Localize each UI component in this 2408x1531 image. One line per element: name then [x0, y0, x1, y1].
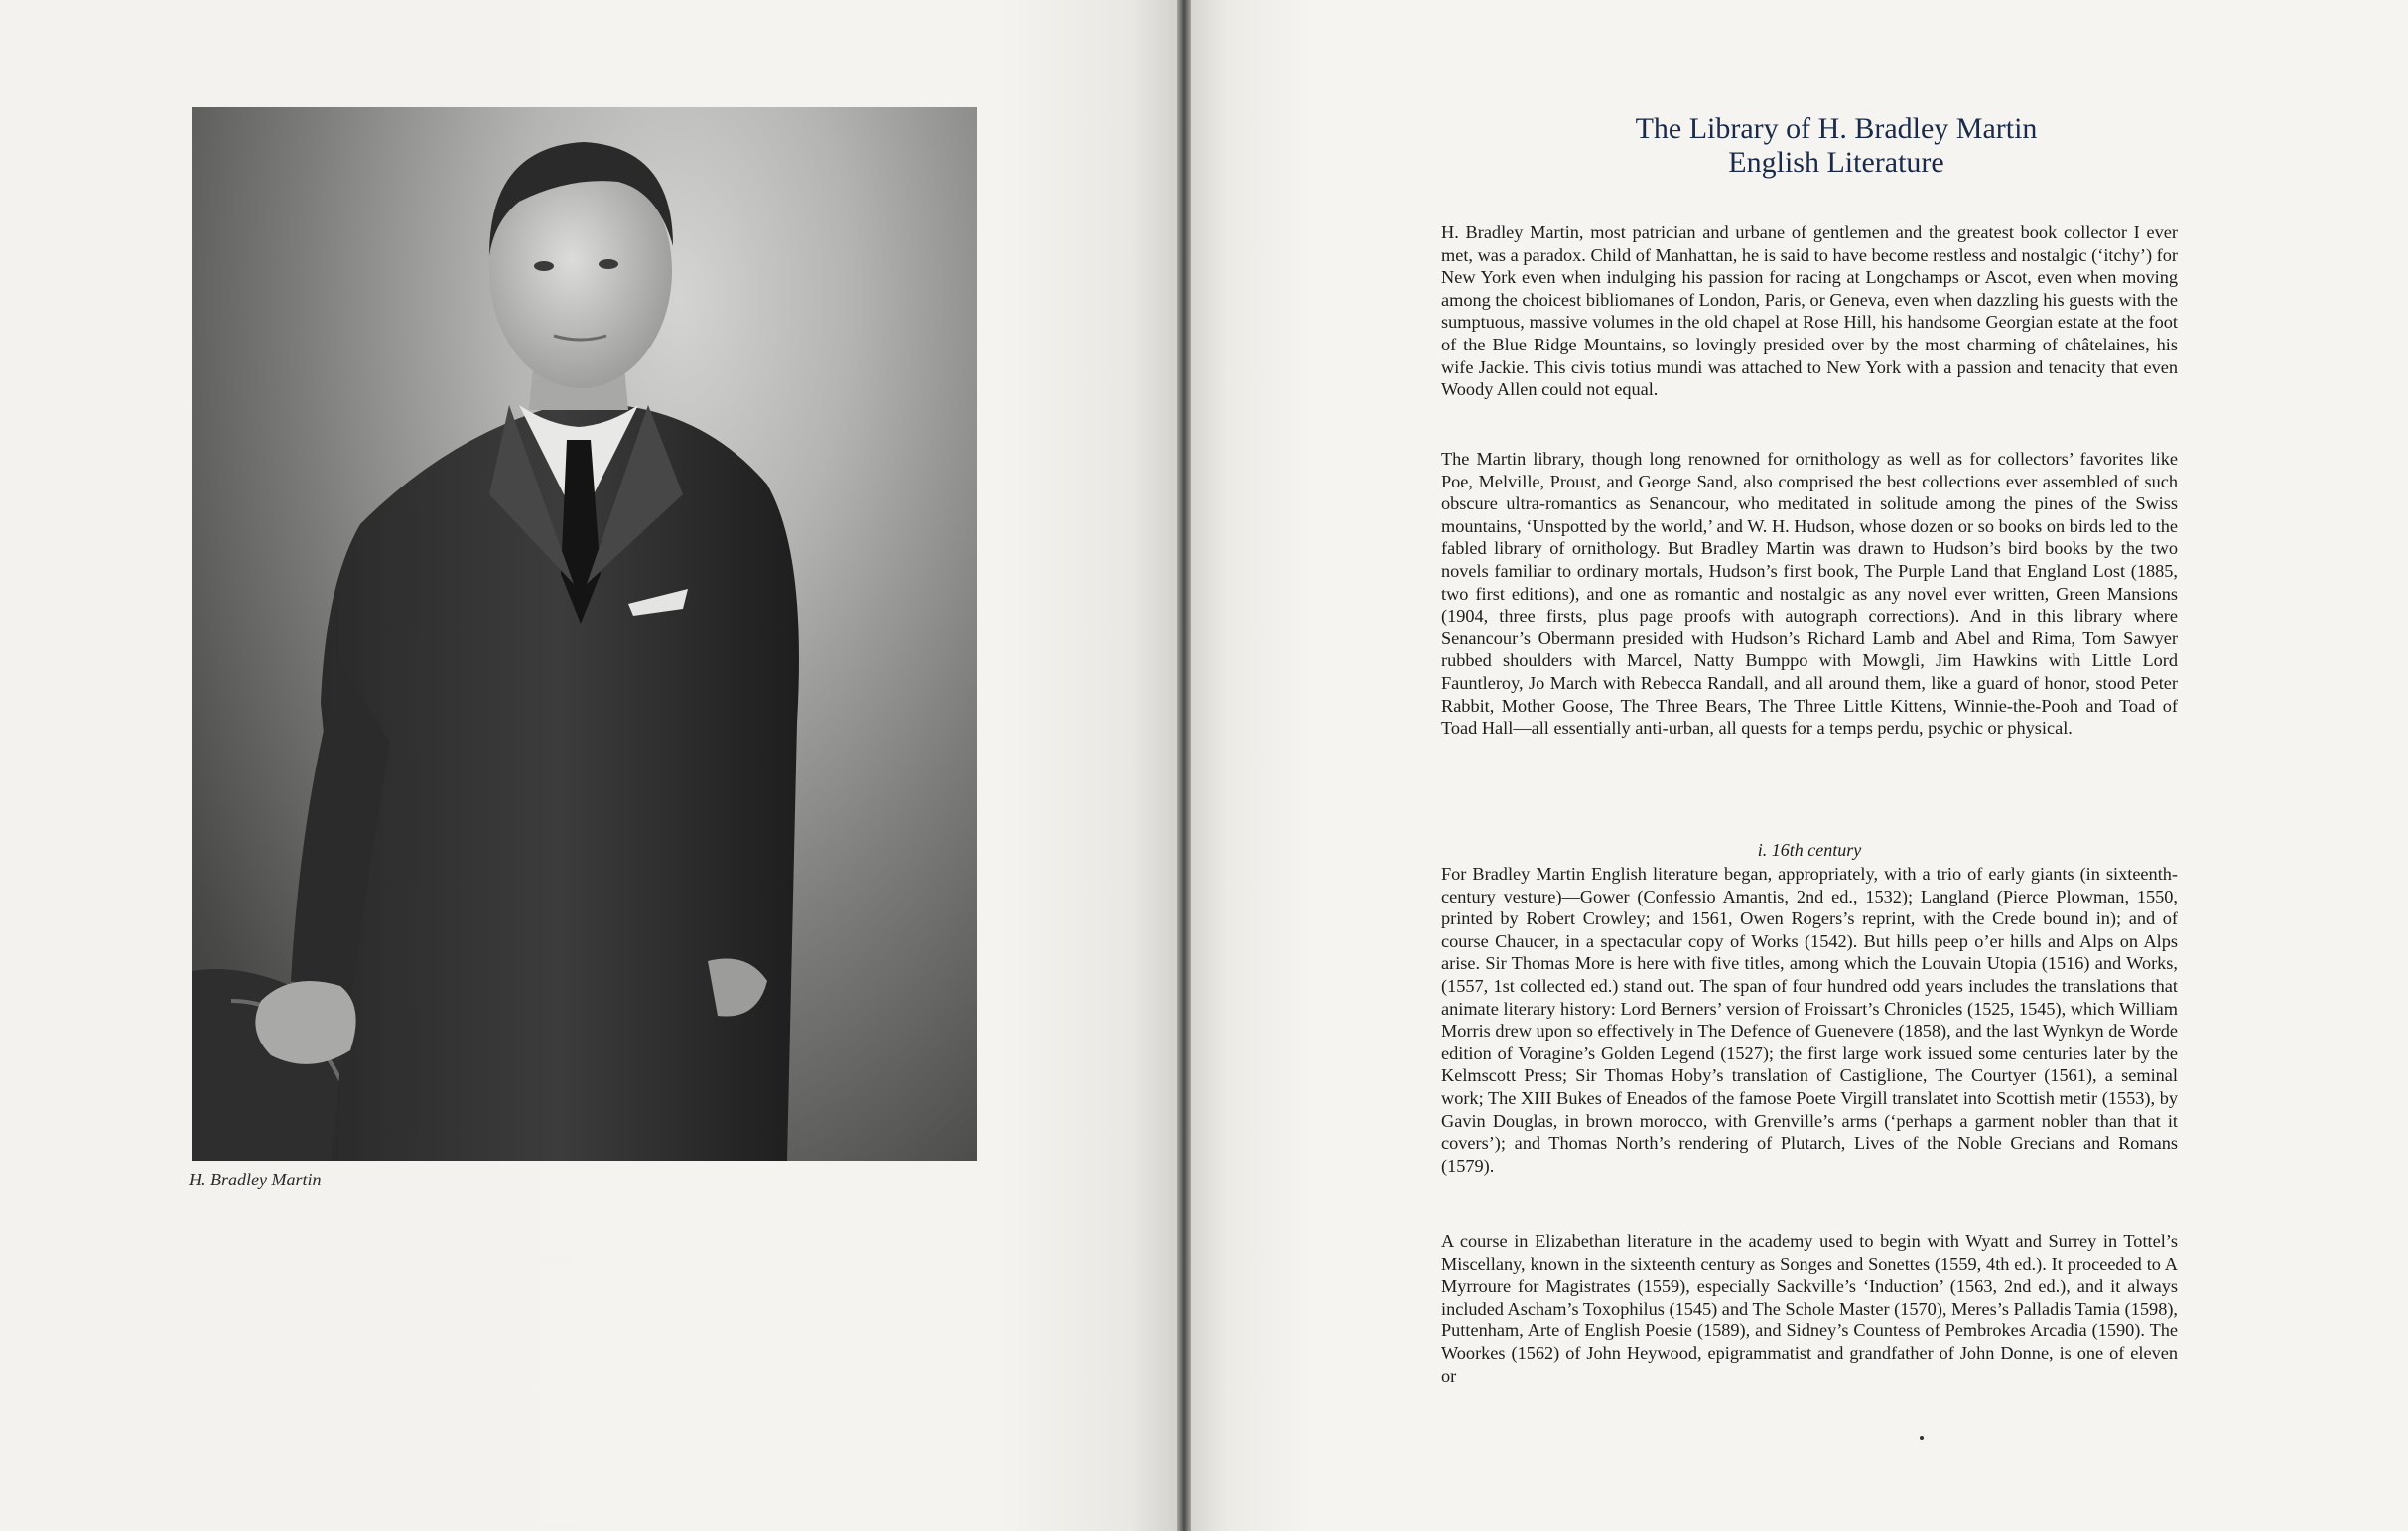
portrait-figure — [192, 107, 977, 1161]
section-heading-container — [1441, 839, 2178, 861]
section-heading: i. 16th century — [1757, 840, 1862, 860]
paragraph-text: A course in Elizabethan literature in the academy used to begin with Wyatt and Surrey in Tottel’s Miscellany, known in the sixteenth century as Songes and Sonettes (1559, 4th ed.). It proceeded to A Myrroure for Magistrates (1559), especially Sackville’s ‘Induction’ (1563, 2nd ed.), and it always included Ascham’s Toxophilus (1545) and The Schole Master (1570), Meres’s Palladis Tamia (1598), Puttenham, Arte of English Poesie (1589), and Sidney’s Countess of Pembrokes Arcadia (1590). The Woorkes (1562) of John Heywood, epigrammatist and grandfather of John Donne, is one of eleven or — [1441, 1231, 2178, 1386]
portrait-photograph — [192, 107, 977, 1161]
paragraph-16th-century — [1441, 863, 2178, 1196]
paragraph-text: The Martin library, though long renowned for ornithology as well as for collectors’ favorites like Poe, Melville, Proust, and George Sand, also comprised the best collections ever assembled of such obscure ultra-romantics as Senancour, who meditated in solitude among the pines of the Swiss mountains, ‘Unspotted by the world,’ and W. H. Hudson, whose dozen or so books on birds led to the fabled library of ornithology. But Bradley Martin was drawn to Hudson’s bird books by the two novels familiar to ordinary mortals, Hudson’s first book, The Purple Land that England Lost (1885, two first editions), and one as romantic and nostalgic as any novel ever written, Green Mansions (1904, three firsts, plus page proofs with autograph corrections). And in this library where Senancour’s Obermann presided with Hudson’s Richard Lamb and Abel and Rima, Tom Sawyer rubbed shoulders with Marcel, Natty Bumppo with Mowgli, Jim Hawkins with Little Lord Fauntleroy, Jo March with Rebecca Randall, and all around them, like a guard of honor, stood Peter Rabbit, Mother Goose, The Three Bears, The Three Little Kittens, Winnie-the-Pooh and Toad of Toad Hall—all essentially anti-urban, all quests for a temps perdu, psychic or physical. — [1441, 449, 2178, 739]
left-page — [0, 0, 1177, 1531]
page-title: The Library of H. Bradley Martin — [1635, 112, 2038, 145]
paragraph-elizabethan — [1441, 1230, 2178, 1407]
photo-caption: H. Bradley Martin — [189, 1170, 322, 1189]
paragraph-library — [1441, 448, 2178, 760]
page-subtitle: English Literature — [1728, 146, 1944, 179]
page-mark — [1920, 1436, 1924, 1440]
book-gutter — [1177, 0, 1191, 1531]
paragraph-intro — [1441, 221, 2178, 421]
paragraph-text: H. Bradley Martin, most patrician and urbane of gentlemen and the greatest book collector I ever met, was a paradox. Child of Manhattan, he is said to have become restless and nostalgic (‘itchy’) for New York even when indulging his passion for racing at Longchamps or Ascot, even when moving among the choicest bibliomanes of London, Paris, or Geneva, even when dazzling his guests with the sumptuous, massive volumes in the old chapel at Rose Hill, his handsome Georgian estate at the foot of the Blue Ridge Mountains, so lovingly presided over by the most charming of châtelaines, his wife Jackie. This civis totius mundi was attached to New York with a passion and tenacity that even Woody Allen could not equal. — [1441, 222, 2178, 400]
paragraph-text: For Bradley Martin English literature began, appropriately, with a trio of early giants (in sixteenth-century vesture)—Gower (Confessio Amantis, 2nd ed., 1532); Langland (Pierce Plowman, 1550, printed by Robert Crowley; and 1561, Owen Rogers’s reprint, with the Crede bound in); and of course Chaucer, in a spectacular copy of Works (1542). But hills peep o’er hills and Alps on Alps arise. Sir Thomas More is here with five titles, among which the Louvain Utopia (1516) and Works, (1557, 1st collected ed.) stand out. The span of four hundred odd years includes the translations that animate literary history: Lord Berners’ version of Froissart’s Chronicles (1525, 1545), which William Morris drew upon so effectively in The Defence of Guenevere (1858), and the last Wynkyn de Worde edition of Voragine’s Golden Legend (1527); the first large work issued some centuries later by the Kelmscott Press; Sir Thomas Hoby’s translation of Castiglione, The Courtyer (1561), a seminal work; The XIII Bukes of Eneados of the famose Poete Virgill translatet into Scottish metir (1553), by Gavin Douglas, in brown morocco, with Grenville’s arms (‘perhaps a garment nobler than that it covers’); and Thomas North’s rendering of Plutarch, Lives of the Noble Grecians and Romans (1579). — [1441, 864, 2178, 1176]
